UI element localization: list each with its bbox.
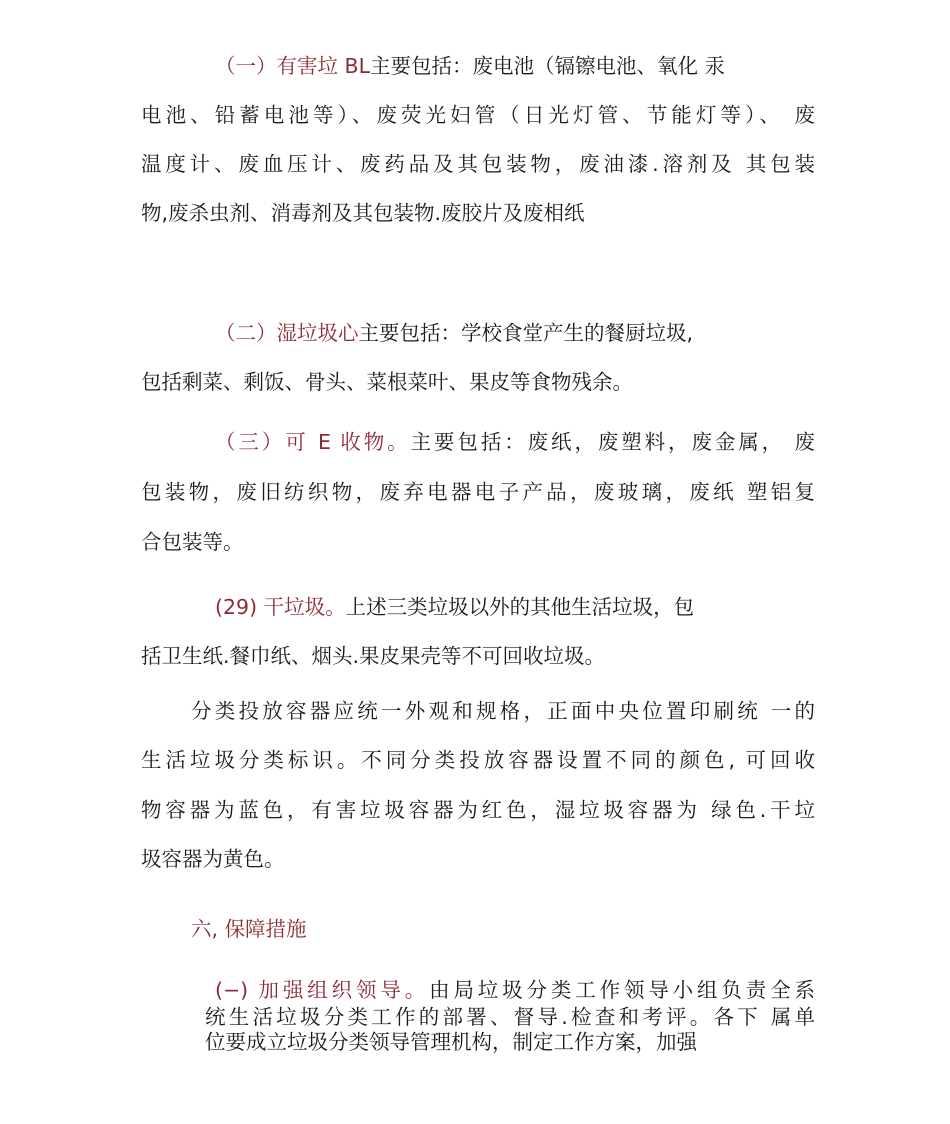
section-1-line-2: 电池、铅蓄电池等）、废荧光妇管（日光灯管、节能灯等）、 废 [141,103,815,127]
section-2-first-line [215,323,693,344]
section-4-line-1: 上述三类垃圾以外的其他生活垃圾，包 [345,595,695,619]
section-2-line-2: 包括剩菜、剩饭、骨头、菜根菜叶、果皮等食物残余。 [141,370,633,394]
section-4-line-2: 括卫生纸.餐巾纸、烟头.果皮果壳等不可回收垃圾。 [141,644,606,668]
section-3-first-line [215,432,815,453]
section-1-line-4: 物,废杀虫剂、消毒剂及其包装物.废胶片及废相纸 [141,201,585,225]
section-3-line-2: 包装物，废旧纺织物，废弃电器电子产品，废玻璃，废纸 塑铝复 [141,480,815,504]
section-4-heading: (29) 干垃圾。 [215,595,346,619]
section-1-heading: （一）有害垃 BL [215,54,371,78]
paragraph-5-line-4: 圾容器为黄色。 [141,847,285,871]
paragraph-5-line-2: 生活垃圾分类标识。不同分类投放容器设置不同的颜色, 可回收 [141,748,815,772]
paragraph-5-line-3: 物容器为蓝色，有害垃圾容器为红色，湿垃圾容器为 绿色.干垃 [141,798,815,822]
section-1-first-line [215,56,725,77]
section-7-heading: (−) 加强组织领导。 [215,978,430,1002]
section-3-line-1: 主要包括：废纸，废塑料，废金属， 废 [410,430,815,454]
section-3-line-3: 合包装等。 [141,530,244,554]
section-7-line-1: 由局垃圾分类工作领导小组负责全系 [429,978,815,1002]
section-1-line-1: 主要包括：废电池（镉镲电池、氧化 汞 [370,54,726,78]
section-3-heading: （三）可 E 收物。 [215,430,411,454]
section-7-first-line [215,980,815,1001]
section-2-line-1: 主要包括：学校食堂产生的餐厨垃圾, [358,321,694,345]
section-6-heading: 六, 保障措施 [191,917,307,941]
paragraph-5-line-1: 分类投放容器应统一外观和规格，正面中央位置印刷统 一的 [191,699,815,723]
section-4-first-line [215,597,694,618]
section-7-line-2: 统生活垃圾分类工作的部署、督导.检查和考评。各下 属单 [205,1005,815,1029]
section-7-line-3: 位要成立垃圾分类领导管理机构，制定工作方案，加强 [205,1030,697,1054]
section-1-line-3: 温度计、废血压计、废药品及其包装物，废油漆.溶剂及 其包装 [141,152,815,176]
section-2-heading: （二）湿垃圾心 [215,321,359,345]
